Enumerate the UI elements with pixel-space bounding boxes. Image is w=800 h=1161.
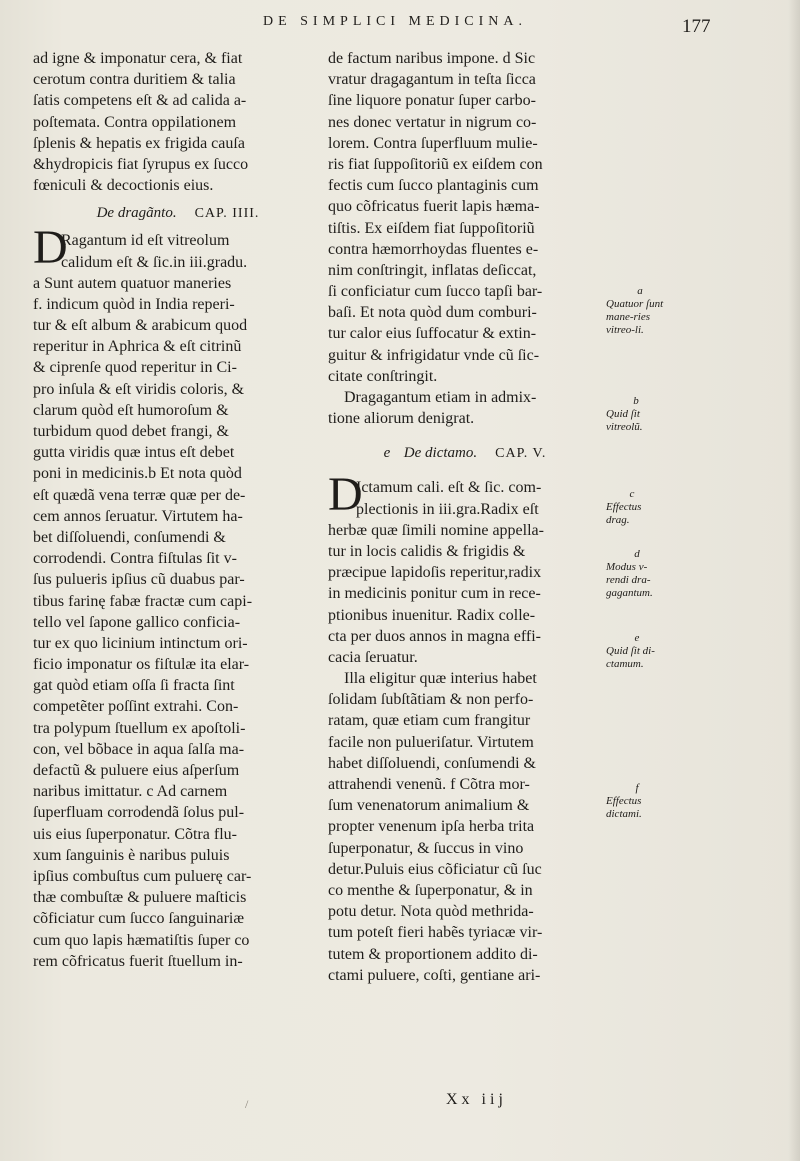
text-line: fectis cum ſucco plantaginis cum [328, 177, 539, 195]
text-line: in medicinis ponitur cum in rece- [328, 585, 541, 603]
text-line: cõficiatur cum ſucco ſanguinariæ [33, 910, 245, 928]
text-line: ris fiat ſuppoſitoriũ ex eiſdem con [328, 155, 543, 173]
text-line: ſuperfluam corrodendã ſolus pul- [33, 804, 245, 822]
text-line: tello vel ſapone gallico conficia- [33, 613, 241, 631]
drop-cap: D [328, 468, 363, 522]
chapter-title: De dictamo. [403, 445, 478, 462]
margin-note-key: c [629, 488, 635, 500]
margin-note-text: Quid ſit di-ctamum. [606, 645, 655, 670]
text-line: tur ex quo licinium intinctum ori- [33, 634, 248, 652]
text-line: thæ combuſtæ & puluere maſticis [33, 889, 247, 907]
text-line: poſtemata. Contra oppilationem [33, 113, 237, 131]
text-line: cta per duos annos in magna effi- [328, 627, 541, 645]
text-line: corrodendi. Contra fiſtulas ſit v- [33, 550, 237, 568]
margin-note-text: Modus v-rendi dra-gagantum. [606, 561, 653, 599]
stray-mark: / [245, 1097, 249, 1111]
margin-note-text: Quid ſit vitreolũ. [606, 408, 643, 433]
text-line: de factum naribus impone. d Sic [328, 50, 536, 67]
text-line: &hydropicis fiat ſyrupus ex ſucco [33, 155, 249, 173]
margin-note-key: b [633, 395, 639, 407]
margin-note [606, 395, 666, 434]
text-line: eſt quædã vena terræ quæ per de- [33, 486, 246, 504]
text-line: quo cõfricatus fuerit lapis hæma- [328, 198, 540, 216]
text-line: Illa eligitur quæ interius habet [328, 670, 537, 688]
text-line: fœniculi & decoctionis eius. [33, 177, 214, 195]
text-line: tur calor eius ſuffocatur & extin- [328, 325, 537, 343]
text-line: gutta viridis quæ intus eſt debet [33, 444, 235, 462]
text-line: citate conſtringit. [328, 367, 438, 385]
drop-cap: D [33, 221, 68, 275]
margin-note-key: d [634, 548, 640, 560]
margin-note [606, 548, 668, 600]
text-line: bet diſſoluendi, conſumendi & [33, 528, 226, 546]
text-line: ſolidam ſubſtãtiam & non perfo- [328, 691, 534, 709]
text-line: herbæ quæ ſimili nomine appella- [328, 521, 544, 539]
margin-note [606, 632, 668, 671]
text-line: poni in medicinis.b Et nota quòd [33, 465, 242, 483]
drop-cap-paragraph [33, 221, 323, 275]
text-line: ſum venenatorum animalium & [328, 797, 530, 815]
text-line: xum ſanguinis è naribus puluis [33, 846, 230, 864]
text-line: ratam, quæ etiam cum frangitur [328, 712, 531, 730]
text-line: tur in locis calidis & frigidis & [328, 542, 526, 560]
text-line: detur.Puluis eius cõficiatur cũ ſuc [328, 860, 542, 878]
margin-note-key: a [637, 285, 643, 297]
chapter-title: De dragãnto. [96, 205, 177, 222]
chapter-heading [33, 196, 323, 230]
text-line: contra hæmorrhoydas fluentes e- [328, 240, 539, 258]
text-line: turbidum quod debet frangi, & [33, 423, 229, 440]
text-line: ipſius combuſtus cum puluerę car- [33, 867, 252, 885]
left-column [33, 48, 323, 972]
text-line: Dragagantum etiam in admix- [328, 389, 537, 406]
chapter-heading [328, 429, 602, 477]
text-line: rem cõfricatus fuerit ſtuellum in- [33, 952, 243, 970]
signature-mark: Xx iij [446, 1091, 507, 1108]
running-head: DE SIMPLICI MEDICINA. [262, 14, 528, 29]
text-line: Ragantum id eſt vitreolum [61, 232, 230, 250]
text-line: nim conſtringit, inflatas deſiccat, [328, 261, 537, 279]
text-line: uis eius ſuperponatur. Cõtra flu- [33, 825, 237, 843]
text-line: plectionis in iii.gra.Radix eſt [356, 500, 539, 518]
text-line: clarum quòd eſt humoroſum & [33, 401, 229, 419]
text-line: & ciprenſe quod reperitur in Ci- [33, 359, 237, 377]
text-line: a Sunt autem quatuor maneries [33, 274, 232, 292]
text-line: tur & eſt album & arabicum quod [33, 317, 248, 335]
text-line: Ictamum cali. eſt & ſic. com- [356, 479, 542, 497]
text-line: cerotum contra duritiem & talia [33, 71, 236, 89]
text-line: attrahendi venenũ. f Cõtra mor- [328, 776, 530, 793]
margin-note [606, 488, 658, 527]
text-line: con, vel bõbace in aqua ſalſa ma- [33, 740, 245, 758]
text-line: ſatis competens eſt & ad calida a- [33, 92, 247, 110]
text-line: cum quo lapis hæmatiſtis ſuper co [33, 931, 250, 949]
text-line: ad igne & imponatur cera, & fiat [33, 50, 243, 67]
text-line: ſi conficiatur cum ſucco tapſi bar- [328, 283, 543, 301]
margin-note-text: Effectus drag. [606, 501, 642, 526]
text-line: potu detur. Nota quòd methrida- [328, 903, 534, 921]
text-line: præcipue lapidoſis reperitur,radix [328, 564, 542, 582]
text-line: gat quòd etiam oſſa ſi fracta ſint [33, 677, 235, 695]
margin-note-text: Effectus dictami. [606, 795, 642, 820]
text-line: calidum eſt & ſic.in iii.gradu. [61, 253, 248, 271]
drop-cap-paragraph [328, 468, 602, 522]
text-line: habet diſſoluendi, conſumendi & [328, 754, 536, 772]
right-column [328, 48, 602, 986]
text-line: naribus imittatur. c Ad carnem [33, 783, 228, 801]
text-line: competẽter poſſint extrahi. Con- [33, 698, 239, 716]
text-line: ficio imponatur os fiſtulæ ita elar- [33, 656, 250, 674]
text-line: lorem. Contra ſuperfluum mulie- [328, 134, 538, 152]
chapter-number: CAP. V. [495, 446, 547, 462]
margin-note-text: Quatuor ſunt mane-ries vitreo-li. [606, 298, 664, 336]
text-line: ſuperponatur, & ſuccus in vino [328, 839, 524, 857]
text-line: tibus farinę fabæ fractæ cum capi- [33, 592, 253, 610]
margin-note-key: e [634, 632, 640, 644]
text-line: cem annos ſeruatur. Virtutem ha- [33, 507, 243, 525]
text-line: ſplenis & hepatis ex frigida cauſa [33, 134, 245, 152]
text-line: propter venenum ipſa herba trita [328, 818, 535, 836]
text-line: defactũ & puluere eius aſperſum [33, 762, 240, 779]
text-line: baſi. Et nota quòd dum comburi- [328, 304, 537, 322]
text-line: reperitur in Aphrica & eſt citrinũ [33, 338, 242, 356]
text-line: facile non pulueriſatur. Virtutem [328, 733, 534, 751]
text-line: tutem & proportionem addito di- [328, 945, 538, 963]
text-line: pro inſula & eſt viridis coloris, & [33, 380, 245, 398]
page-number: 177 [682, 16, 711, 37]
text-line: vratur dragagantum in teſta ſicca [328, 71, 536, 89]
page-edge-shadow [788, 0, 800, 1161]
margin-note [606, 285, 674, 337]
text-line: ptionibus inuenitur. Radix colle- [328, 606, 536, 624]
chapter-number: CAP. IIII. [194, 206, 260, 222]
margin-note-key: f [635, 782, 639, 794]
text-line: guitur & infrigidatur vnde cũ ſic- [328, 346, 540, 364]
text-line: ctami puluere, coſti, gentiane ari- [328, 966, 541, 984]
text-line: ſine liquore ponatur ſuper carbo- [328, 92, 536, 110]
text-line: f. indicum quòd in India reperi- [33, 295, 235, 313]
text-line: cacia ſeruatur. [328, 648, 418, 666]
text-line: tiſtis. Ex eiſdem fiat ſuppoſitoriũ [328, 219, 535, 237]
text-line: tra polypum ſtuellum ex apoſtoli- [33, 719, 246, 737]
text-line: nes donec vertatur in nigrum co- [328, 113, 537, 131]
heading-note-key: e [383, 445, 391, 462]
text-line: tum poteſt fieri habẽs tyriacæ vir- [328, 924, 543, 942]
text-line: co menthe & ſuperponatur, & in [328, 881, 533, 899]
margin-note [606, 782, 668, 821]
text-line: ſus pulueris ipſius cũ duabus par- [33, 571, 245, 589]
text-line: tione aliorum denigrat. [328, 410, 475, 428]
